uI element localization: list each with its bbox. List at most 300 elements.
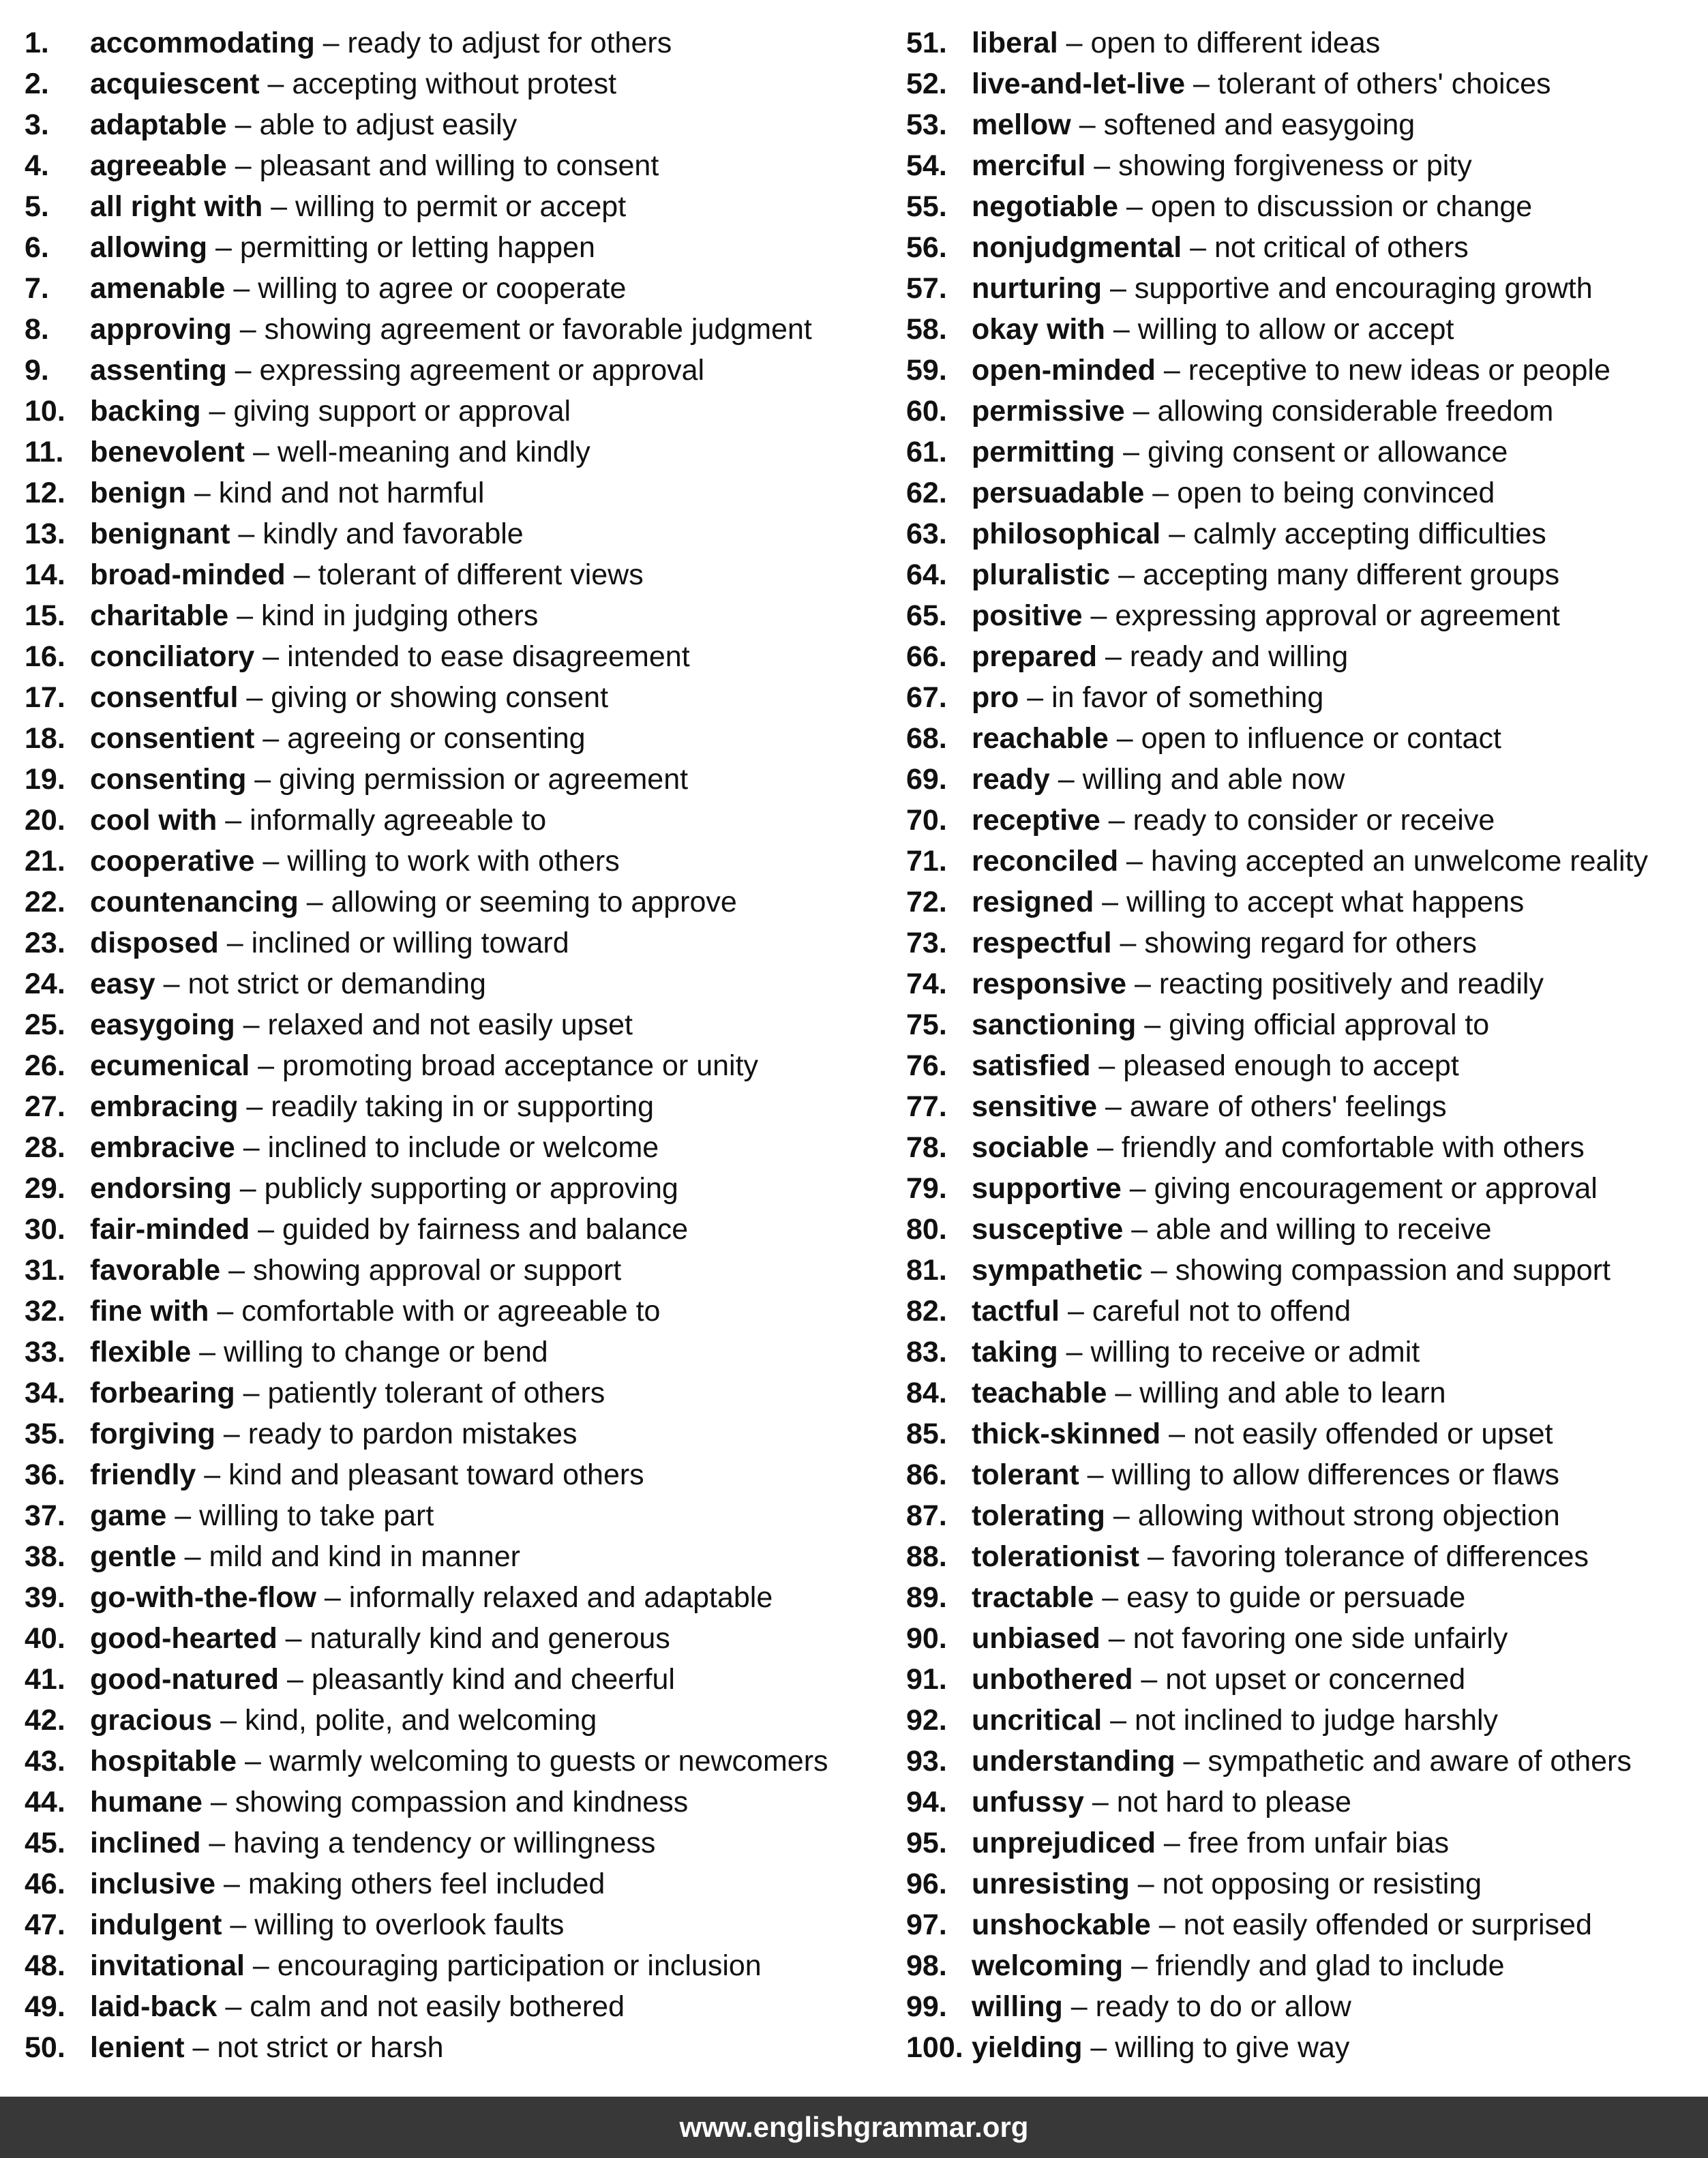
list-item	[25, 350, 828, 391]
item-term: tolerant	[972, 1458, 1079, 1491]
list-item	[25, 145, 828, 186]
list-item	[906, 963, 1648, 1004]
item-number: 52.	[906, 68, 947, 100]
item-separator: –	[279, 1663, 312, 1696]
footer-bar	[0, 2097, 1708, 2158]
item-separator: –	[1060, 1295, 1092, 1328]
list-item	[906, 391, 1648, 432]
item-separator: –	[226, 149, 260, 182]
item-definition: kindly and favorable	[263, 518, 524, 550]
item-number: 93.	[906, 1745, 947, 1778]
item-definition: supportive and encouraging growth	[1134, 272, 1593, 305]
list-item	[25, 963, 828, 1004]
item-separator: –	[226, 354, 260, 387]
item-number: 13.	[25, 518, 65, 550]
item-number: 82.	[906, 1295, 947, 1328]
item-number: 33.	[25, 1336, 65, 1368]
list-item	[906, 1004, 1648, 1045]
item-separator: –	[298, 886, 331, 918]
list-item	[25, 1659, 828, 1700]
item-definition: agreeing or consenting	[287, 722, 586, 755]
item-number: 32.	[25, 1295, 65, 1328]
item-definition: permitting or letting happen	[239, 231, 595, 264]
item-separator: –	[1110, 558, 1143, 591]
item-definition: careful not to offend	[1092, 1295, 1351, 1328]
item-number: 90.	[906, 1622, 947, 1655]
list-item	[906, 1086, 1648, 1127]
item-term: forgiving	[90, 1418, 215, 1450]
item-term: allowing	[90, 231, 207, 264]
item-definition: not inclined to judge harshly	[1134, 1704, 1499, 1737]
item-number: 71.	[906, 845, 947, 878]
item-term: unfussy	[972, 1786, 1084, 1818]
item-definition: not easily offended or surprised	[1183, 1908, 1592, 1941]
item-definition: warmly welcoming to guests or newcomers	[269, 1745, 828, 1778]
item-term: benevolent	[90, 436, 245, 468]
item-definition: willing to allow or accept	[1137, 313, 1454, 346]
item-term: benign	[90, 477, 186, 509]
item-term: gracious	[90, 1704, 213, 1737]
item-term: pluralistic	[972, 558, 1111, 591]
list-item	[906, 1413, 1648, 1454]
item-separator: –	[1097, 640, 1130, 673]
item-term: easy	[90, 968, 155, 1000]
item-separator: –	[238, 1090, 271, 1123]
list-item	[906, 1250, 1648, 1291]
item-definition: encouraging participation or inclusion	[277, 1949, 762, 1982]
item-definition: expressing agreement or approval	[259, 354, 705, 387]
list-item	[906, 309, 1648, 350]
item-number: 94.	[906, 1786, 947, 1818]
list-item	[906, 1454, 1648, 1495]
item-term: taking	[972, 1336, 1058, 1368]
item-definition: kind in judging others	[260, 599, 539, 632]
list-item	[25, 923, 828, 963]
item-number: 6.	[25, 231, 49, 264]
item-definition: allowing without strong objection	[1137, 1499, 1560, 1532]
item-term: forbearing	[90, 1377, 235, 1409]
item-separator: –	[184, 2031, 218, 2064]
item-number: 5.	[25, 190, 49, 223]
item-definition: friendly and glad to include	[1156, 1949, 1505, 1982]
item-definition: informally agreeable to	[250, 804, 547, 837]
item-term: unresisting	[972, 1868, 1130, 1900]
item-number: 49.	[25, 1990, 65, 2023]
item-term: negotiable	[972, 190, 1119, 223]
item-separator: –	[1136, 1008, 1169, 1041]
item-definition: not opposing or resisting	[1162, 1868, 1482, 1900]
item-number: 100.	[906, 2031, 963, 2064]
item-definition: showing compassion and kindness	[235, 1786, 689, 1818]
item-term: open-minded	[972, 354, 1156, 387]
item-term: cooperative	[90, 845, 255, 878]
item-number: 58.	[906, 313, 947, 346]
item-separator: –	[246, 763, 280, 796]
item-term: tactful	[972, 1295, 1060, 1328]
list-item	[25, 2027, 828, 2068]
item-definition: calmly accepting difficulties	[1193, 518, 1546, 550]
item-term: acquiescent	[90, 68, 260, 100]
item-term: accommodating	[90, 27, 315, 59]
item-term: nurturing	[972, 272, 1103, 305]
item-separator: –	[231, 313, 265, 346]
item-separator: –	[1133, 1663, 1166, 1696]
list-item	[906, 1904, 1648, 1945]
item-number: 88.	[906, 1540, 947, 1573]
item-term: thick-skinned	[972, 1418, 1161, 1450]
item-term: susceptive	[972, 1213, 1124, 1246]
item-number: 55.	[906, 190, 947, 223]
list-item	[906, 350, 1648, 391]
item-separator: –	[1123, 1949, 1156, 1982]
list-item	[25, 759, 828, 800]
list-item	[906, 432, 1648, 473]
item-number: 22.	[25, 886, 65, 918]
item-number: 34.	[25, 1377, 65, 1409]
list-item	[25, 1413, 828, 1454]
item-term: sanctioning	[972, 1008, 1137, 1041]
item-term: endorsing	[90, 1172, 232, 1205]
item-separator: –	[316, 1581, 349, 1614]
item-number: 87.	[906, 1499, 947, 1532]
item-separator: –	[235, 1131, 268, 1164]
item-term: supportive	[972, 1172, 1122, 1205]
item-separator: –	[1121, 1172, 1154, 1205]
item-separator: –	[191, 1336, 224, 1368]
list-item	[906, 677, 1648, 718]
item-number: 76.	[906, 1049, 947, 1082]
item-definition: not strict or harsh	[217, 2031, 444, 2064]
item-separator: –	[1115, 436, 1148, 468]
item-separator: –	[1118, 190, 1151, 223]
item-term: prepared	[972, 640, 1098, 673]
item-separator: –	[314, 27, 348, 59]
item-term: consentient	[90, 722, 255, 755]
item-term: yielding	[972, 2031, 1083, 2064]
item-number: 57.	[906, 272, 947, 305]
item-separator: –	[1160, 518, 1193, 550]
item-number: 70.	[906, 804, 947, 837]
item-separator: –	[209, 1295, 242, 1328]
item-separator: –	[1058, 27, 1091, 59]
item-term: tractable	[972, 1581, 1094, 1614]
item-number: 51.	[906, 27, 947, 59]
item-definition: open to influence or contact	[1141, 722, 1501, 755]
item-term: nonjudgmental	[972, 231, 1182, 264]
item-definition: having accepted an unwelcome reality	[1150, 845, 1648, 878]
item-definition: not critical of others	[1214, 231, 1469, 264]
item-term: inclined	[90, 1827, 201, 1859]
list-item	[25, 513, 828, 554]
list-item	[906, 63, 1648, 104]
list-item	[25, 882, 828, 923]
item-number: 17.	[25, 681, 65, 714]
item-definition: showing agreement or favorable judgment	[264, 313, 812, 346]
item-definition: accepting many different groups	[1142, 558, 1560, 591]
item-separator: –	[245, 436, 278, 468]
item-definition: kind and not harmful	[218, 477, 485, 509]
item-term: respectful	[972, 927, 1112, 959]
item-definition: open to discussion or change	[1150, 190, 1533, 223]
item-term: conciliatory	[90, 640, 255, 673]
item-term: good-hearted	[90, 1622, 278, 1655]
item-separator: –	[1160, 1418, 1193, 1450]
item-definition: relaxed and not easily upset	[267, 1008, 633, 1041]
item-separator: –	[1082, 2031, 1115, 2064]
list-item	[906, 186, 1648, 227]
item-term: unshockable	[972, 1908, 1151, 1941]
list-item	[25, 1863, 828, 1904]
item-separator: –	[1019, 681, 1052, 714]
item-term: ecumenical	[90, 1049, 250, 1082]
item-separator: –	[1105, 1499, 1138, 1532]
item-term: unbiased	[972, 1622, 1100, 1655]
list-item	[906, 882, 1648, 923]
list-item	[25, 1945, 828, 1986]
item-number: 96.	[906, 1868, 947, 1900]
item-number: 21.	[25, 845, 65, 878]
list-item	[906, 636, 1648, 677]
item-definition: giving official approval to	[1169, 1008, 1490, 1041]
item-separator: –	[254, 845, 288, 878]
item-number: 80.	[906, 1213, 947, 1246]
item-term: sensitive	[972, 1090, 1098, 1123]
list-item	[25, 1250, 828, 1291]
item-definition: intended to ease disagreement	[287, 640, 690, 673]
item-number: 26.	[25, 1049, 65, 1082]
item-definition: pleased enough to accept	[1123, 1049, 1459, 1082]
list-item	[906, 1495, 1648, 1536]
item-separator: –	[1111, 927, 1145, 959]
item-number: 18.	[25, 722, 65, 755]
list-item	[25, 1373, 828, 1413]
list-item	[25, 473, 828, 513]
item-number: 37.	[25, 1499, 65, 1532]
item-number: 3.	[25, 108, 49, 141]
item-definition: willing to change or bend	[223, 1336, 548, 1368]
item-definition: naturally kind and generous	[310, 1622, 670, 1655]
list-item	[25, 677, 828, 718]
item-term: all right with	[90, 190, 263, 223]
item-separator: –	[200, 395, 234, 428]
item-term: sociable	[972, 1131, 1090, 1164]
item-definition: receptive to new ideas or people	[1188, 354, 1610, 387]
item-term: responsive	[972, 968, 1127, 1000]
item-number: 40.	[25, 1622, 65, 1655]
item-definition: willing to overlook faults	[254, 1908, 565, 1941]
item-term: satisfied	[972, 1049, 1091, 1082]
item-definition: ready to pardon mistakes	[248, 1418, 578, 1450]
item-separator: –	[218, 927, 252, 959]
item-number: 74.	[906, 968, 947, 1000]
item-separator: –	[1049, 763, 1083, 796]
item-term: tolerationist	[972, 1540, 1140, 1573]
item-separator: –	[176, 1540, 209, 1573]
item-definition: willing to accept what happens	[1126, 886, 1525, 918]
item-number: 92.	[906, 1704, 947, 1737]
item-separator: –	[228, 599, 261, 632]
list-item	[25, 309, 828, 350]
item-separator: –	[225, 272, 258, 305]
item-term: game	[90, 1499, 167, 1532]
item-definition: ready and willing	[1129, 640, 1349, 673]
list-item	[25, 1577, 828, 1618]
item-term: easygoing	[90, 1008, 235, 1041]
item-definition: showing forgiveness or pity	[1118, 149, 1472, 182]
list-item	[906, 145, 1648, 186]
item-definition: open to different ideas	[1090, 27, 1381, 59]
item-separator: –	[1185, 68, 1218, 100]
item-definition: expressing approval or agreement	[1115, 599, 1560, 632]
item-definition: readily taking in or supporting	[271, 1090, 654, 1123]
item-separator: –	[237, 1745, 269, 1778]
list-item	[906, 104, 1648, 145]
item-separator: –	[244, 1949, 278, 1982]
item-number: 45.	[25, 1827, 65, 1859]
item-number: 78.	[906, 1131, 947, 1164]
item-number: 95.	[906, 1827, 947, 1859]
item-separator: –	[215, 1868, 248, 1900]
website-url: www.englishgrammar.org	[679, 2111, 1029, 2143]
item-number: 47.	[25, 1908, 65, 1941]
list-item	[906, 1536, 1648, 1577]
item-number: 73.	[906, 927, 947, 959]
item-term: backing	[90, 395, 201, 428]
item-separator: –	[250, 1213, 282, 1246]
item-number: 56.	[906, 231, 947, 264]
item-definition: tolerant of others' choices	[1217, 68, 1551, 100]
item-number: 14.	[25, 558, 65, 591]
word-list	[0, 23, 1708, 2064]
item-definition: not hard to please	[1116, 1786, 1351, 1818]
item-separator: –	[1062, 1990, 1096, 2023]
item-number: 65.	[906, 599, 947, 632]
item-separator: –	[1155, 354, 1188, 387]
item-term: laid-back	[90, 1990, 218, 2023]
item-definition: calm and not easily bothered	[250, 1990, 625, 2023]
list-item	[906, 595, 1648, 636]
item-term: receptive	[972, 804, 1100, 837]
item-definition: showing compassion and support	[1175, 1254, 1610, 1287]
item-term: embracing	[90, 1090, 239, 1123]
item-term: tolerating	[972, 1499, 1105, 1532]
item-definition: pleasantly kind and cheerful	[311, 1663, 675, 1696]
item-definition: not favoring one side unfairly	[1133, 1622, 1508, 1655]
list-item	[25, 104, 828, 145]
list-item	[25, 1004, 828, 1045]
item-definition: able to adjust easily	[259, 108, 518, 141]
item-definition: showing approval or support	[253, 1254, 622, 1287]
list-item	[25, 1904, 828, 1945]
list-item	[906, 473, 1648, 513]
list-item	[25, 1536, 828, 1577]
item-term: good-natured	[90, 1663, 280, 1696]
item-term: reachable	[972, 722, 1109, 755]
list-item	[906, 1945, 1648, 1986]
list-item	[25, 1823, 828, 1863]
item-definition: guided by fairness and balance	[282, 1213, 689, 1246]
item-number: 8.	[25, 313, 49, 346]
item-separator: –	[212, 1704, 245, 1737]
item-term: invitational	[90, 1949, 245, 1982]
item-term: disposed	[90, 927, 219, 959]
item-separator: –	[1108, 722, 1141, 755]
item-number: 39.	[25, 1581, 65, 1614]
item-number: 62.	[906, 477, 947, 509]
item-definition: inclined or willing toward	[251, 927, 569, 959]
item-separator: –	[285, 558, 318, 591]
item-term: merciful	[972, 149, 1086, 182]
list-item	[906, 513, 1648, 554]
item-definition: ready to do or allow	[1095, 1990, 1351, 2023]
list-item	[906, 227, 1648, 268]
item-term: assenting	[90, 354, 227, 387]
list-item	[906, 1291, 1648, 1332]
item-definition: ready to adjust for others	[347, 27, 672, 59]
item-definition: informally relaxed and adaptable	[348, 1581, 773, 1614]
list-item	[25, 1741, 828, 1782]
item-separator: –	[1102, 1704, 1135, 1737]
item-number: 36.	[25, 1458, 65, 1491]
item-number: 15.	[25, 599, 65, 632]
list-item	[906, 1700, 1648, 1741]
item-number: 84.	[906, 1377, 947, 1409]
item-separator: –	[215, 1418, 248, 1450]
item-separator: –	[1175, 1745, 1208, 1778]
item-definition: willing to permit or accept	[295, 190, 627, 223]
list-item	[25, 268, 828, 309]
item-definition: willing to receive or admit	[1090, 1336, 1420, 1368]
right-column	[906, 23, 1648, 2068]
item-definition: willing to give way	[1115, 2031, 1350, 2064]
item-separator: –	[263, 190, 296, 223]
item-definition: inclined to include or welcome	[267, 1131, 659, 1164]
item-separator: –	[1150, 1908, 1184, 1941]
item-definition: not upset or concerned	[1165, 1663, 1466, 1696]
item-number: 50.	[25, 2031, 65, 2064]
item-definition: making others feel included	[248, 1868, 605, 1900]
item-term: unbothered	[972, 1663, 1133, 1696]
item-number: 77.	[906, 1090, 947, 1123]
list-item	[25, 554, 828, 595]
item-term: reconciled	[972, 845, 1119, 878]
item-definition: promoting broad acceptance or unity	[282, 1049, 759, 1082]
item-number: 66.	[906, 640, 947, 673]
item-definition: ready to consider or receive	[1133, 804, 1495, 837]
item-term: fair-minded	[90, 1213, 250, 1246]
item-definition: willing and able now	[1082, 763, 1345, 796]
list-item	[25, 186, 828, 227]
item-number: 7.	[25, 272, 49, 305]
item-definition: in favor of something	[1051, 681, 1324, 714]
item-term: pro	[972, 681, 1019, 714]
item-term: favorable	[90, 1254, 221, 1287]
item-number: 29.	[25, 1172, 65, 1205]
left-column	[25, 23, 828, 2068]
item-separator: –	[1124, 395, 1158, 428]
item-number: 91.	[906, 1663, 947, 1696]
item-term: fine with	[90, 1295, 209, 1328]
item-number: 61.	[906, 436, 947, 468]
item-number: 98.	[906, 1949, 947, 1982]
item-term: liberal	[972, 27, 1058, 59]
item-definition: free from unfair bias	[1188, 1827, 1450, 1859]
item-definition: giving encouragement or approval	[1154, 1172, 1598, 1205]
item-definition: giving permission or agreement	[279, 763, 689, 796]
item-separator: –	[230, 518, 263, 550]
item-separator: –	[217, 1990, 250, 2023]
item-number: 25.	[25, 1008, 65, 1041]
